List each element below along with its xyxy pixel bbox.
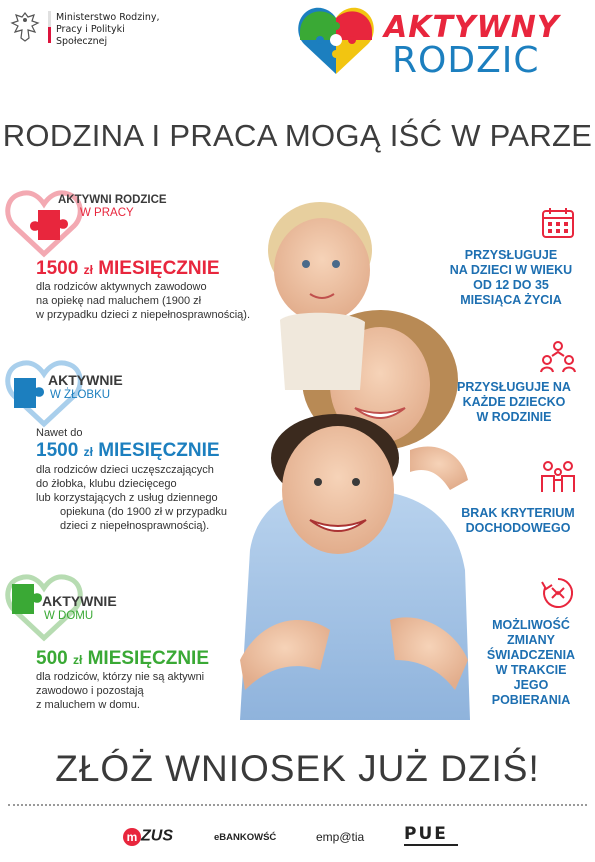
feature-age-line: PRZYSŁUGUJE	[464, 248, 558, 262]
section-title-nursery: AKTYWNIE	[48, 372, 123, 388]
ebankowosc-logo[interactable]: eBANKOWŚĆ	[214, 832, 277, 843]
eagle-emblem-icon	[10, 10, 40, 44]
desc-home-line: z maluchem w domu.	[36, 699, 140, 711]
pue-logo-text: PUE	[404, 824, 448, 844]
feature-no-income-line: BRAK KRYTERIUM	[461, 506, 575, 520]
empatia-logo[interactable]: emp@tia	[316, 830, 365, 844]
amount-home-value: 500	[36, 648, 68, 669]
desc-work-line: na opiekę nad maluchem (1900 zł	[36, 295, 202, 307]
desc-home	[36, 670, 204, 712]
amount-home-period: MIESIĘCZNIE	[87, 648, 210, 669]
feature-age-line: OD 12 DO 35	[473, 278, 549, 292]
desc-home-line: dla rodziców, którzy nie są aktywni	[36, 671, 205, 683]
desc-nursery-line: lub korzystających z usług dziennego	[36, 492, 218, 504]
feature-each-child-line: PRZYSŁUGUJE NA	[457, 380, 571, 394]
feature-age	[436, 248, 586, 308]
feature-change	[476, 618, 586, 708]
desc-home-line: zawodowo i pozostają	[36, 685, 144, 697]
call-to-action: ZŁÓŻ WNIOSEK JUŻ DZIŚ!	[55, 748, 540, 789]
puzzle-heart-logo-icon	[296, 2, 376, 78]
page-headline: RODZINA I PRACA MOGĄ IŚĆ W PARZE	[2, 118, 593, 153]
feature-change-line: MOŻLIWOŚĆ	[492, 618, 570, 632]
pue-logo-underline	[404, 844, 458, 846]
amount-home	[36, 648, 209, 670]
feature-no-income	[450, 506, 586, 536]
calendar-icon	[540, 206, 576, 240]
amount-work-value: 1500	[36, 258, 79, 279]
feature-each-child-line: KAŻDE DZIECKO	[462, 395, 566, 409]
amount-nursery-period: MIESIĘCZNIE	[98, 440, 220, 461]
feature-change-line: ŚWIADCZENIA	[486, 648, 576, 662]
amount-nursery	[36, 440, 220, 462]
amount-nursery-currency: zł	[83, 445, 93, 459]
prefix-nursery: Nawet do	[36, 427, 83, 439]
feature-age-line: NA DZIECI W WIEKU	[449, 263, 573, 277]
feature-no-income-line: DOCHODOWEGO	[465, 521, 571, 535]
feature-each-child-line: W RODZINIE	[476, 410, 552, 424]
feature-each-child	[444, 380, 584, 425]
ministry-name-line1: Ministerstwo Rodziny,	[56, 12, 160, 23]
family-icon	[540, 340, 576, 374]
feature-age-line: MIESIĄCA ŻYCIA	[460, 293, 562, 307]
mzus-m-mark: m	[123, 828, 141, 846]
desc-nursery-line: opiekuna (do 1900 zł w przypadku	[60, 506, 227, 518]
feature-change-line: ZMIANY	[507, 633, 555, 647]
dotted-divider	[8, 804, 587, 806]
section-title-home: AKTYWNIE	[42, 593, 117, 609]
desc-work-line: w przypadku dzieci z niepełnosprawnością).	[36, 309, 250, 321]
mzus-logo[interactable]	[123, 826, 173, 848]
amount-work-period: MIESIĘCZNIE	[98, 258, 220, 279]
desc-work	[36, 280, 250, 322]
polish-flag-bar	[48, 11, 51, 43]
desc-nursery-line: dzieci z niepełnosprawnością).	[60, 520, 210, 532]
section-subtitle-home: W DOMU	[44, 610, 94, 622]
pue-logo[interactable]	[404, 824, 460, 852]
desc-nursery	[36, 463, 227, 533]
ministry-name-line2: Pracy i Polityki Społecznej	[56, 24, 125, 47]
section-title-work: AKTYWNI RODZICE	[58, 194, 167, 206]
mzus-text: ZUS	[141, 827, 173, 845]
ministry-logo	[8, 8, 178, 48]
group-icon	[540, 460, 576, 494]
amount-work	[36, 258, 220, 280]
desc-nursery-line: dla rodziców dzieci uczęszczających	[36, 464, 214, 476]
cycle-icon	[540, 576, 576, 610]
section-subtitle-work: W PRACY	[80, 207, 134, 219]
logo-word-aktywny: AKTYWNY	[384, 10, 560, 45]
feature-change-line: JEGO POBIERANIA	[491, 678, 571, 707]
desc-nursery-line: do żłobka, klubu dziecięcego	[36, 478, 177, 490]
amount-home-currency: zł	[72, 653, 83, 667]
logo-word-rodzic: RODZIC	[392, 40, 540, 81]
amount-work-currency: zł	[83, 263, 93, 277]
section-subtitle-nursery: W ŻŁOBKU	[50, 389, 111, 401]
desc-work-line: dla rodziców aktywnych zawodowo	[36, 281, 207, 293]
amount-nursery-value: 1500	[36, 440, 79, 461]
feature-change-line: W TRAKCIE	[495, 663, 567, 677]
